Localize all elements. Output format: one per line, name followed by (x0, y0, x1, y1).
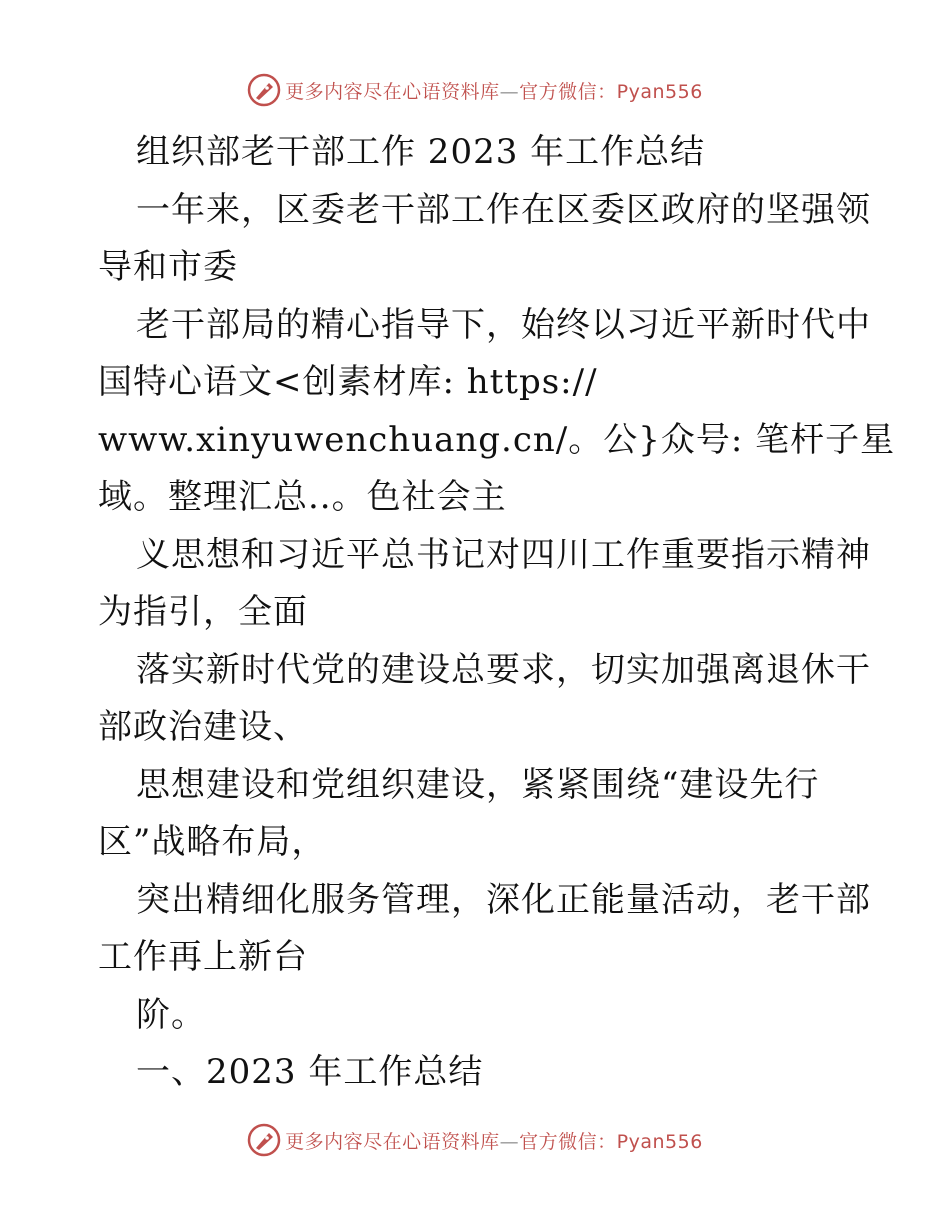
paragraph-line: www.xinyuwenchuang.cn/。公}众号: 笔杆子星 (98, 419, 896, 460)
watermark-text: 更多内容尽在心语资料库—官方微信：Pyan556 (285, 1130, 703, 1153)
paragraph-line: 突出精细化服务管理，深化正能量活动，老干部 (136, 879, 871, 920)
paragraph-line: 落实新时代党的建设总要求，切实加强离退休干 (136, 649, 871, 690)
paragraph-line: 老干部局的精心指导下，始终以习近平新时代中 (136, 304, 871, 345)
header-watermark (0, 70, 950, 110)
pen-nib-icon (247, 73, 281, 107)
paragraph-line: 区”战略布局， (98, 822, 327, 862)
paragraph-line: 为指引，全面 (98, 592, 308, 632)
pen-nib-icon (247, 1123, 281, 1157)
document-body (98, 124, 896, 1102)
paragraph-line: 国特心语文<创素材库: https:// (98, 362, 598, 402)
doc-title: 组织部老干部工作 2023 年工作总结 (136, 132, 706, 172)
paragraph-line: 义思想和习近平总书记对四川工作重要指示精神 (136, 534, 871, 575)
paragraph-line: 一年来，区委老干部工作在区委区政府的坚强领 (136, 189, 871, 230)
paragraph-line: 导和市委 (98, 247, 238, 287)
paragraph-line: 工作再上新台 (98, 937, 308, 977)
section-heading: 一、2023 年工作总结 (136, 1052, 484, 1092)
footer-watermark (0, 1120, 950, 1160)
paragraph-line: 部政治建设、 (98, 707, 308, 747)
watermark-text: 更多内容尽在心语资料库—官方微信：Pyan556 (285, 80, 703, 103)
paragraph-line: 域。整理汇总..。色社会主 (98, 477, 507, 517)
paragraph-line: 思想建设和党组织建设，紧紧围绕“建设先行 (136, 764, 820, 805)
paragraph-line: 阶。 (136, 994, 206, 1035)
